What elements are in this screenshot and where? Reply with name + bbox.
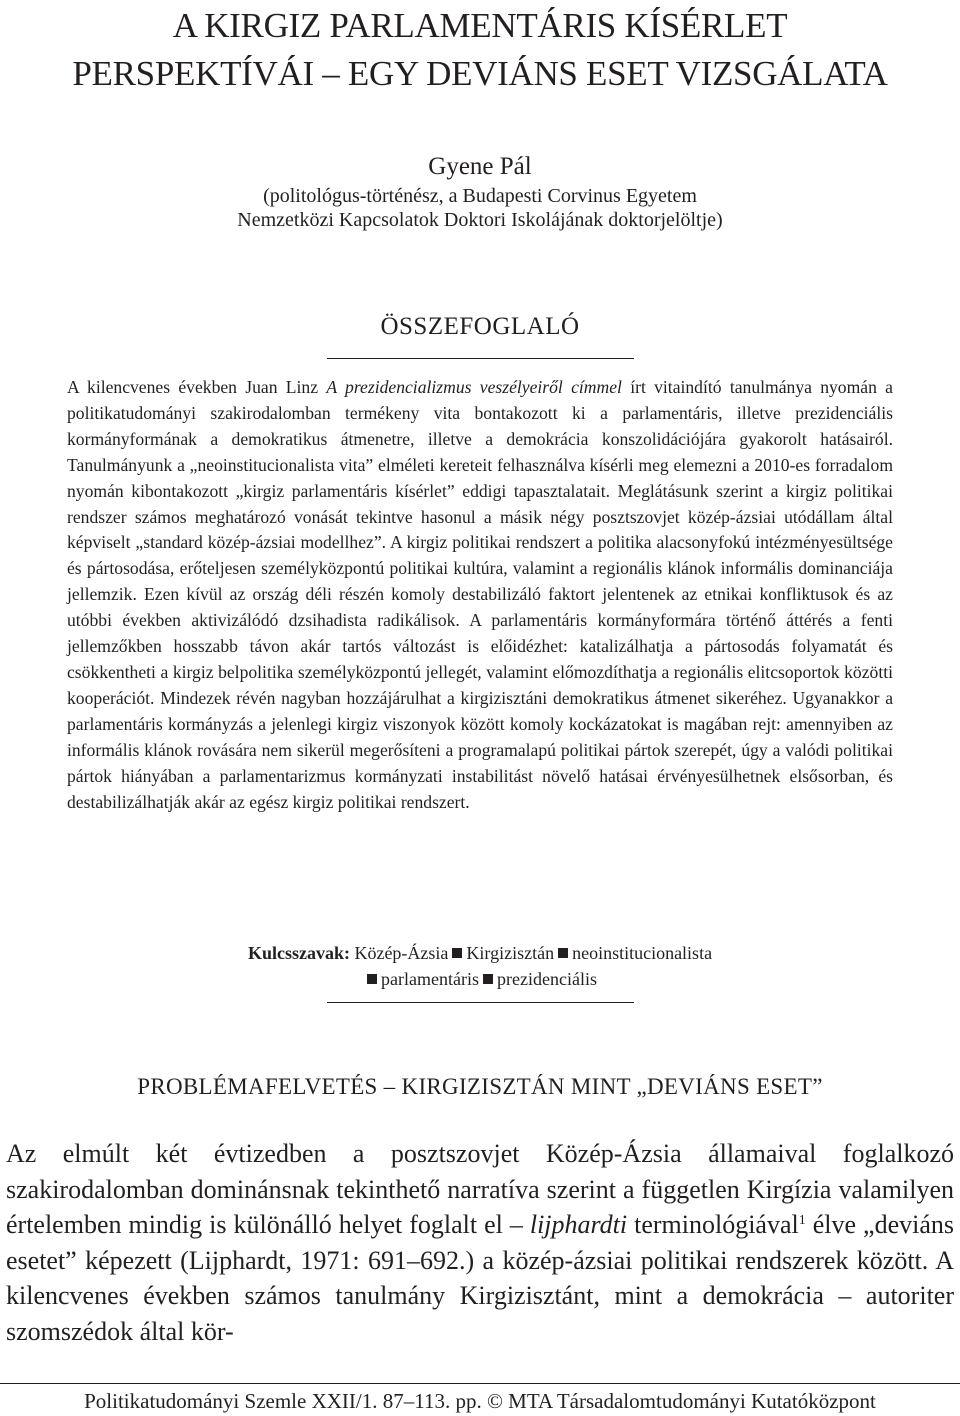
keywords [0, 940, 960, 992]
square-bullet-icon [452, 948, 462, 958]
keywords-label: Kulcsszavak: [247, 943, 350, 963]
footnote-reference[interactable]: 1 [798, 1213, 806, 1228]
article-title [0, 2, 960, 98]
keywords-line-1 [0, 940, 960, 966]
footer-divider [0, 1383, 960, 1384]
keyword-item: Közép-Ázsia [354, 943, 449, 963]
keywords-divider-bottom [327, 1002, 634, 1003]
affiliation-line-2: Nemzetközi Kapcsolatok Doktori Iskolájának doktorjelöltje) [237, 209, 723, 231]
square-bullet-icon [367, 974, 377, 984]
body-text-part-1: Az elmúlt két évtizedben a posztszovjet Közép-Ázsia államaival foglalkozó szakirodalomban dominánsnak tekinthető narratíva szerint a független Kirgízia valamilyen értelemben mindig is különálló helyet foglalt el – [6, 1139, 954, 1239]
keyword-item: neoinstitucionalista [572, 943, 713, 963]
affiliation-line-1: (politológus-történész, a Budapesti Corvinus Egyetem [263, 185, 697, 207]
abstract-italic-title: A prezidencializmus veszélyeiről címmel [326, 377, 622, 397]
keywords-line-2 [0, 966, 960, 992]
square-bullet-icon [558, 948, 568, 958]
abstract-text [67, 375, 893, 815]
journal-footer: Politikatudományi Szemle XXII/1. 87–113. pp. © MTA Társadalomtudományi Kutatóközpont [84, 1389, 876, 1413]
abstract-text-start: A kilencvenes években Juan Linz [67, 377, 327, 397]
body-text-part-3: élve „deviáns esetet” képezett (Lijphardt, 1971: 691–692.) a közép-ázsiai politikai rendszerek között. A kilencvenes években számos tanulmány Kirgizisztánt, mint a demokrácia – autoriter szomszédok által kör- [6, 1210, 955, 1346]
square-bullet-icon [483, 974, 493, 984]
keyword-item: Kirgizisztán [466, 943, 555, 963]
abstract-heading: ÖSSZEFOGLALÓ [380, 313, 580, 340]
title-line-2: PERSPEKTÍVÁI – EGY DEVIÁNS ESET VIZSGÁLATA [72, 54, 888, 93]
abstract-text-rest: írt vitaindító tanulmánya nyomán a politikatudományi szakirodalomban termékeny vita bontakozott ki a parlamentáris, illetve prezidenciális kormányformának a demokratikus átmenetre, illetve a demokrácia konszolidációjára gyakorolt hatásairól. Tanulmányunk a „neoinstitucionalista vita” elméleti kereteit felhasználva kísérli meg elemezni a 2010-es forradalom nyomán kibontakozott „kirgiz parlamentáris kísérlet” eddigi tapasztalatait. Meglátásunk szerint a kirgiz politikai rendszer számos meghatározó vonását tekintve hasonul a másik négy posztszovjet közép-ázsiai utódállam által képviselt „standard közép-ázsiai modellhez”. A kirgiz politikai rendszert a politika alacsonyfokú intézményesültsége és pártosodása, erőteljesen személyközpontú politikai kultúra, valamint a regionális klánok informális dominanciája jellemzik. Ezen kívül az ország déli részén komoly destabilizáló faktort jelentenek az etnikai konfliktusok és az utóbbi években aktivizálódó dzsihadista radikálisok. A parlamentáris kormányformára történő áttérés a fenti jellemzőkben hosszabb távon akár tartós változást is előidézhet: katalizálhatja a pártosodás folyamatát és csökkentheti a kirgiz belpolitika személyközpontú jellegét, valamint előmozdíthatja a regionális elitcsoportok közötti kooperációt. Mindezek révén nagyban hozzájárulhat a kirgizisztáni demokratikus átmenet sikeréhez. Ugyanakkor a parlamentáris kormányzás a jelenlegi kirgiz viszonyok között komoly kockázatokat is magában rejt: amennyiben az informális klánok rovására nem sikerül megerősíteni a programalapú politikai pártok szerepét, úgy a valódi politikai pártok hiányában a parlamentarizmus kormányzati instabilitást növelő hatásai érvényesülhetnek elsősorban, és destabilizálhatják akár az egész kirgiz politikai rendszert. [67, 377, 893, 812]
body-text-part-2: terminológiával [627, 1210, 799, 1239]
title-line-1: A KIRGIZ PARLAMENTÁRIS KÍSÉRLET [172, 6, 788, 45]
abstract-divider-top [327, 358, 634, 359]
body-paragraph [6, 1136, 954, 1349]
section-heading: PROBLÉMAFELVETÉS – KIRGIZISZTÁN MINT „DEVIÁNS ESET” [137, 1074, 823, 1099]
keyword-item: parlamentáris [381, 969, 479, 989]
keyword-item: prezidenciális [497, 969, 597, 989]
author-name: Gyene Pál [428, 153, 532, 180]
author-affiliation [0, 184, 960, 232]
body-italic-term: lijphardti [529, 1210, 628, 1239]
